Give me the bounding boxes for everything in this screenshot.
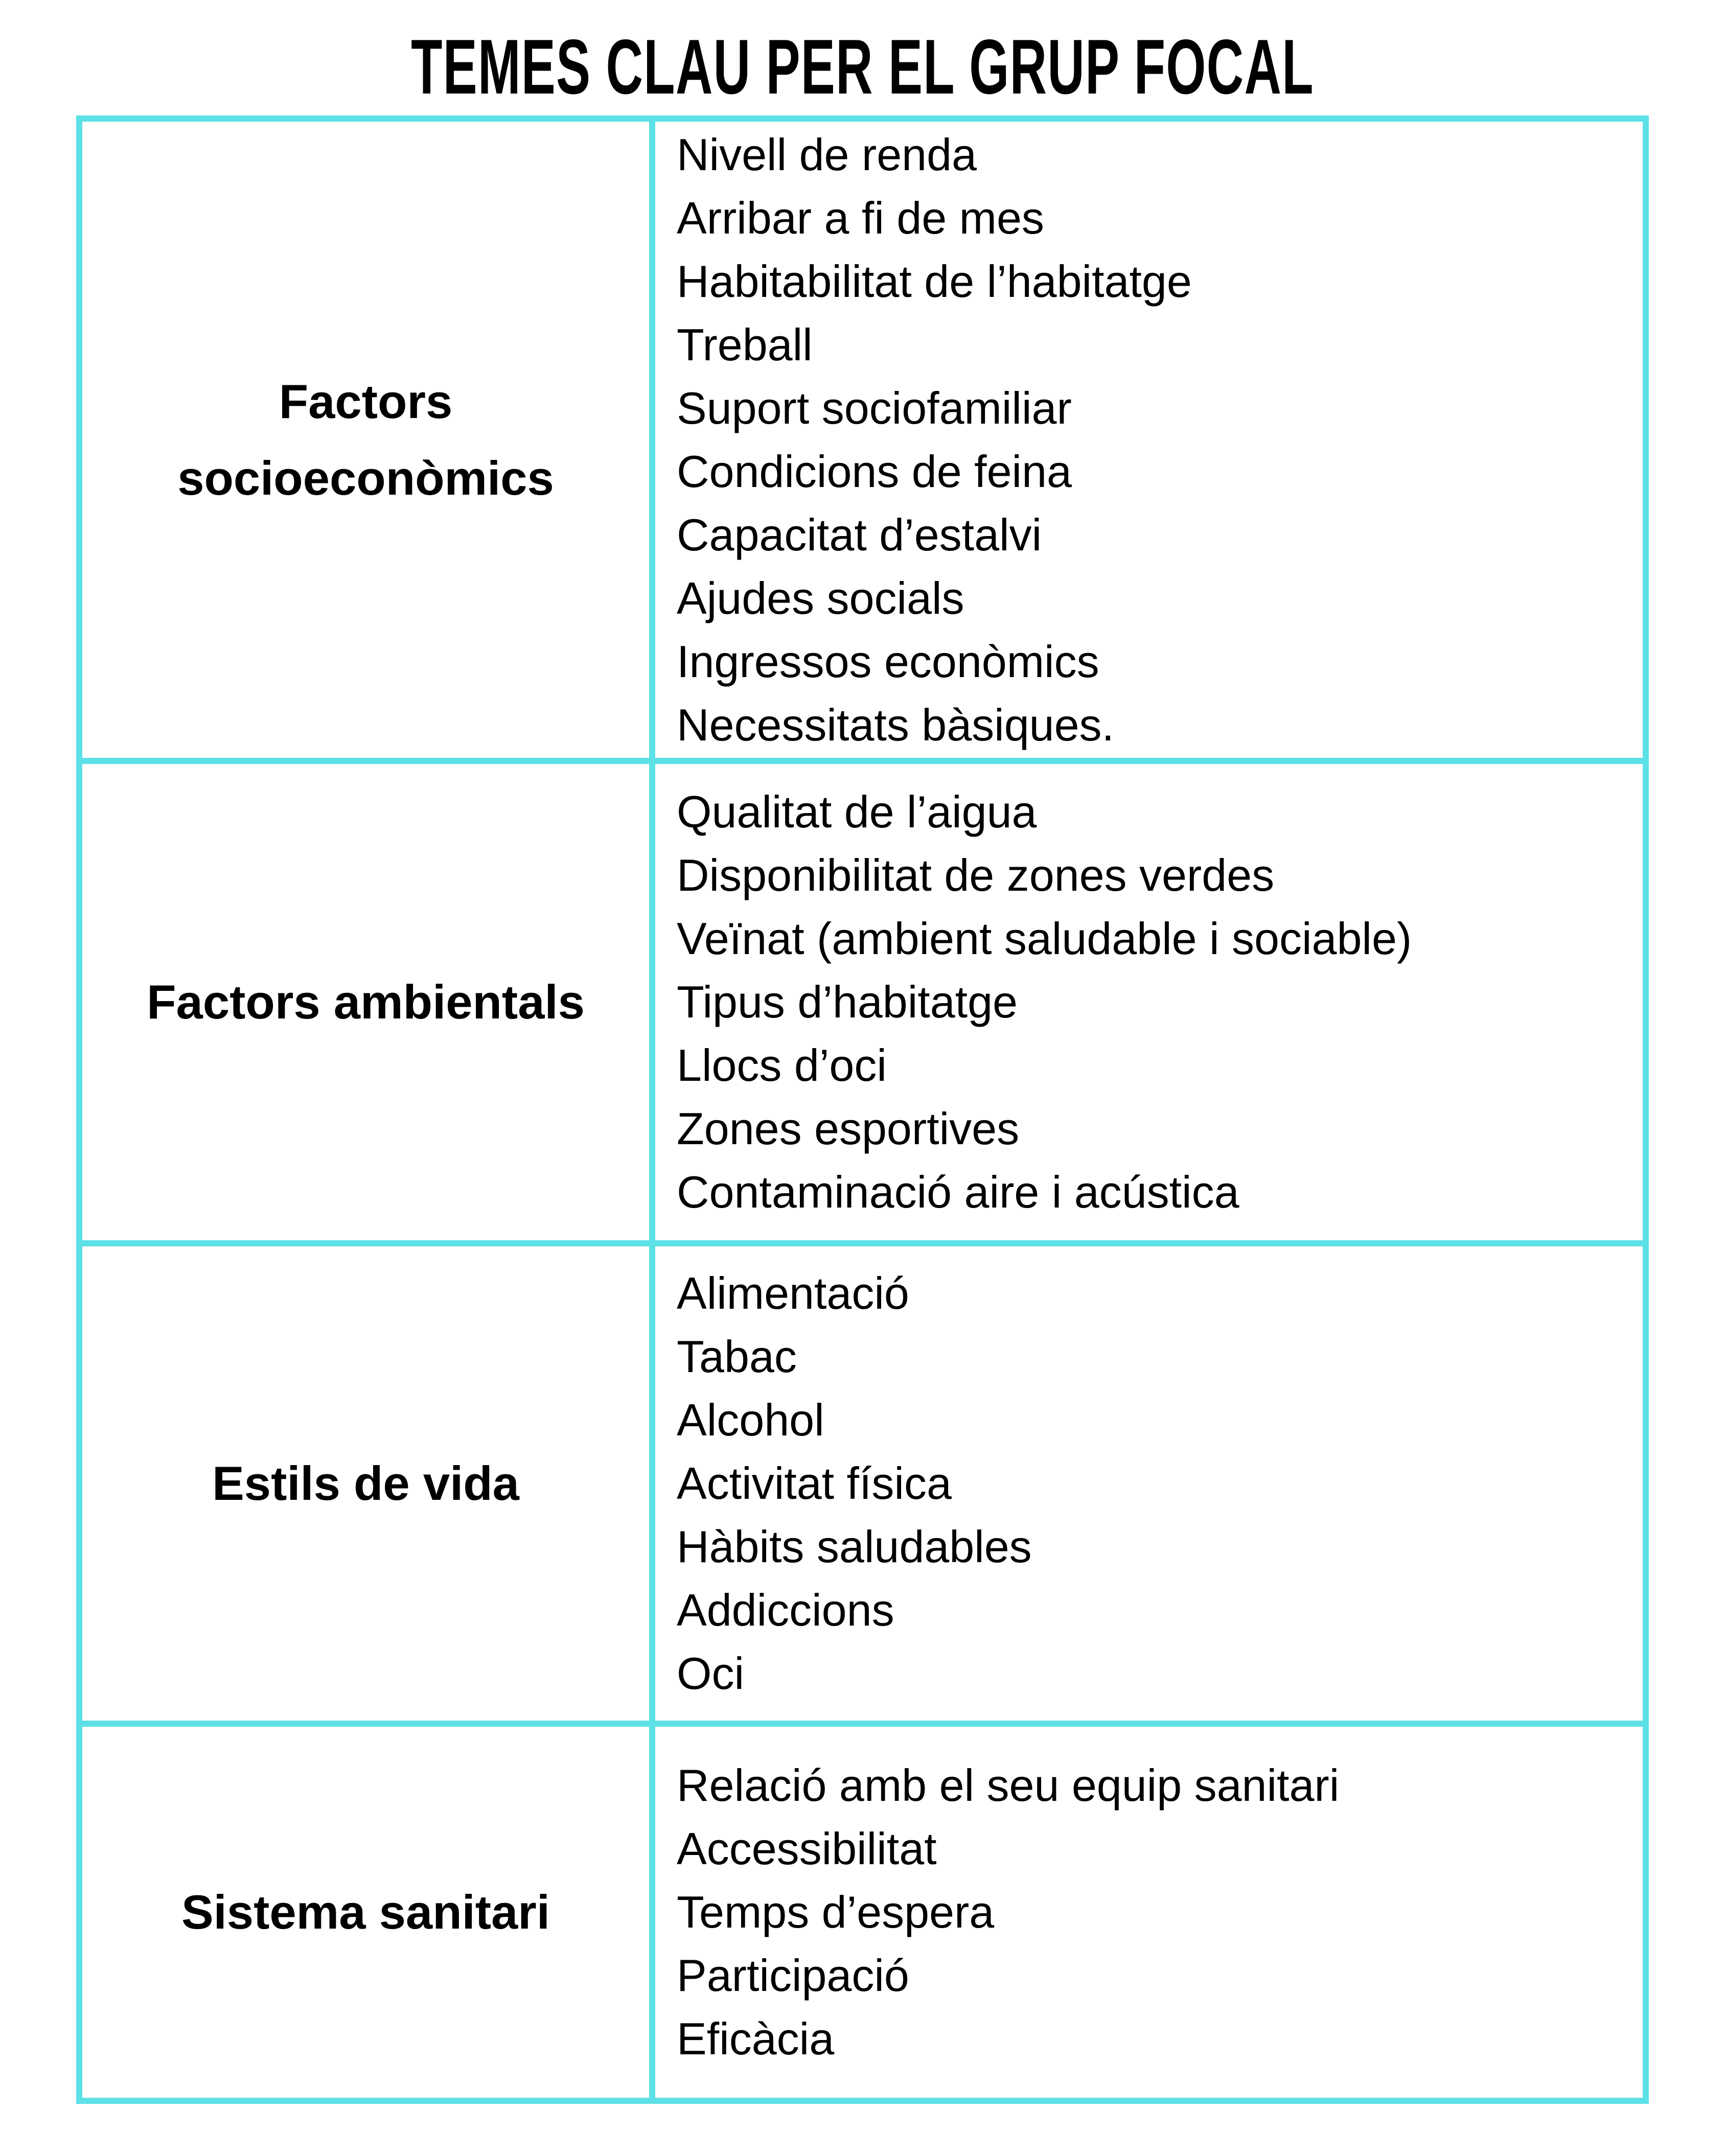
topic-item: Qualitat de l’aigua — [677, 786, 1037, 837]
topic-item: Tipus d’habitatge — [677, 977, 1018, 1027]
topic-item: Participació — [677, 1950, 909, 2001]
topic-item: Activitat física — [677, 1458, 952, 1509]
items-cell-estils-de-vida — [655, 1246, 1643, 1721]
topic-item: Llocs d’oci — [677, 1040, 887, 1091]
topic-item: Temps d’espera — [677, 1887, 995, 1937]
topic-item: Veïnat (ambient saludable i sociable) — [677, 913, 1412, 964]
topic-item: Hàbits saludables — [677, 1521, 1032, 1572]
topic-item: Treball — [677, 319, 813, 370]
category-cell-estils-de-vida — [82, 1246, 649, 1721]
topic-item: Capacitat d’estalvi — [677, 509, 1042, 560]
topic-item: Disponibilitat de zones verdes — [677, 850, 1275, 900]
topic-item: Zones esportives — [677, 1103, 1020, 1154]
topic-item: Condicions de feina — [677, 446, 1072, 497]
topic-item: Alimentació — [677, 1268, 909, 1318]
topic-item: Contaminació aire i acústica — [677, 1167, 1239, 1217]
topic-item: Tabac — [677, 1331, 797, 1382]
category-cell-sistema-sanitari — [82, 1727, 649, 2098]
items-cell-sistema-sanitari — [655, 1727, 1643, 2098]
items-cell-factors-ambientals — [655, 764, 1643, 1240]
topic-item: Oci — [677, 1648, 744, 1699]
topic-item: Alcohol — [677, 1395, 824, 1445]
topics-table — [76, 115, 1649, 2104]
category-label: Factors ambientals — [147, 975, 585, 1029]
topic-item: Suport sociofamiliar — [677, 382, 1072, 433]
topic-item: Eficàcia — [677, 2013, 835, 2064]
topic-item: Relació amb el seu equip sanitari — [677, 1760, 1340, 1811]
category-label: Estils de vida — [212, 1456, 519, 1510]
topic-item: Ajudes socials — [677, 572, 964, 623]
category-cell-factors-socioeconomics — [82, 122, 649, 758]
topic-item: Nivell de renda — [677, 129, 977, 180]
category-label: Sistema sanitari — [181, 1885, 550, 1939]
items-cell-factors-socioeconomics — [655, 122, 1643, 758]
topic-item: Arribar a fi de mes — [677, 192, 1044, 243]
category-label: Factors socioeconòmics — [177, 374, 554, 505]
topic-item: Ingressos econòmics — [677, 636, 1099, 687]
page-title: TEMES CLAU PER EL GRUP FOCAL — [411, 24, 1314, 110]
topic-item: Habitabilitat de l’habitatge — [677, 256, 1192, 307]
topic-item: Addiccions — [677, 1585, 894, 1635]
category-cell-factors-ambientals — [82, 764, 649, 1240]
topic-item: Accessibilitat — [677, 1823, 937, 1874]
topic-item: Necessitats bàsiques. — [677, 699, 1114, 750]
